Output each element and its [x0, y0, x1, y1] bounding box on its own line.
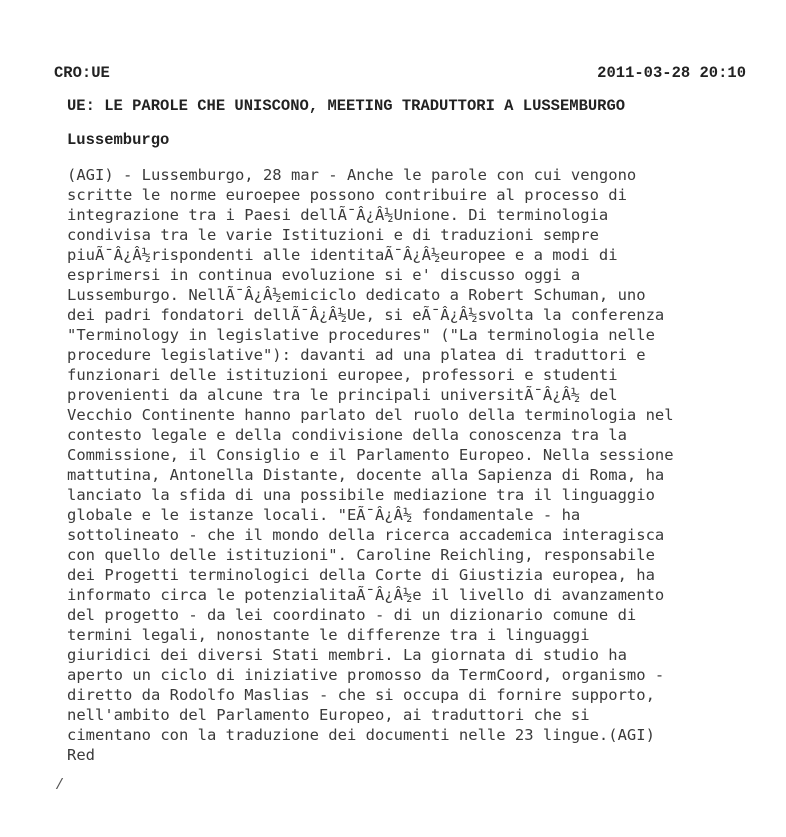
body-line: informato circa le potenzialitaÃ¯Â¿Â½e il livello di avanzamento: [67, 586, 665, 604]
body-line: con quello delle istituzioni". Caroline Reichling, responsabile: [67, 546, 655, 564]
body-line: funzionari delle istituzioni europee, professori e studenti: [67, 366, 618, 384]
body-line: dei padri fondatori dellÃ¯Â¿Â½Ue, si eÃ¯Â¿Â½svolta la conferenza: [67, 306, 665, 324]
body-line: del progetto - da lei coordinato - di un dizionario comune di: [67, 606, 637, 624]
body-line: provenienti da alcune tra le principali universitÃ¯Â¿Â½ del: [67, 386, 618, 404]
body-line: "Terminology in legislative procedures" ("La terminologia nelle: [67, 326, 655, 344]
body-line: Vecchio Continente hanno parlato del ruolo della terminologia nel: [67, 406, 674, 424]
body-line: sottolineato - che il mondo della ricerca accademica interagisca: [67, 526, 665, 544]
body-line: mattutina, Antonella Distante, docente alla Sapienza di Roma, ha: [67, 466, 665, 484]
article-header: [54, 64, 746, 86]
body-line: contesto legale e della condivisione della conoscenza tra la: [67, 426, 627, 444]
publish-datetime: 2011-03-28 20:10: [597, 64, 746, 82]
body-line: integrazione tra i Paesi dellÃ¯Â¿Â½Unione. Di terminologia: [67, 206, 609, 224]
body-line: aperto un ciclo di iniziative promosso da TermCoord, organismo -: [67, 666, 665, 684]
body-line: nell'ambito del Parlamento Europeo, ai traduttori che si: [67, 706, 590, 724]
body-line: cimentano con la traduzione dei documenti nelle 23 lingue.(AGI): [67, 726, 655, 744]
body-line: piuÃ¯Â¿Â½rispondenti alle identitaÃ¯Â¿Â½europee e a modi di: [67, 246, 618, 264]
body-line: Lussemburgo. NellÃ¯Â¿Â½emiciclo dedicato a Robert Schuman, uno: [67, 286, 646, 304]
category-code: CRO:UE: [54, 64, 110, 82]
article-dateline: Lussemburgo: [67, 131, 170, 149]
footer-slash: /: [55, 777, 65, 794]
article-headline: UE: LE PAROLE CHE UNISCONO, MEETING TRADUTTORI A LUSSEMBURGO: [67, 97, 626, 115]
body-line: esprimersi in continua evoluzione si e' discusso oggi a: [67, 266, 581, 284]
body-line: dei Progetti terminologici della Corte di Giustizia europea, ha: [67, 566, 655, 584]
body-line: termini legali, nonostante le differenze tra i linguaggi: [67, 626, 590, 644]
body-line: globale e le istanze locali. "EÃ¯Â¿Â½ fondamentale - ha: [67, 506, 581, 524]
body-line: lanciato la sfida di una possibile mediazione tra il linguaggio: [67, 486, 655, 504]
body-line: Red: [67, 746, 95, 764]
body-line: (AGI) - Lussemburgo, 28 mar - Anche le parole con cui vengono: [67, 166, 637, 184]
body-line: procedure legislative"): davanti ad una platea di traduttori e: [67, 346, 646, 364]
body-line: scritte le norme euroepee possono contribuire al processo di: [67, 186, 627, 204]
body-line: giuridici dei diversi Stati membri. La giornata di studio ha: [67, 646, 627, 664]
body-line: condivisa tra le varie Istituzioni e di traduzioni sempre: [67, 226, 599, 244]
article-body: [67, 165, 674, 765]
body-line: diretto da Rodolfo Maslias - che si occupa di fornire supporto,: [67, 686, 655, 704]
body-line: Commissione, il Consiglio e il Parlamento Europeo. Nella sessione: [67, 446, 674, 464]
